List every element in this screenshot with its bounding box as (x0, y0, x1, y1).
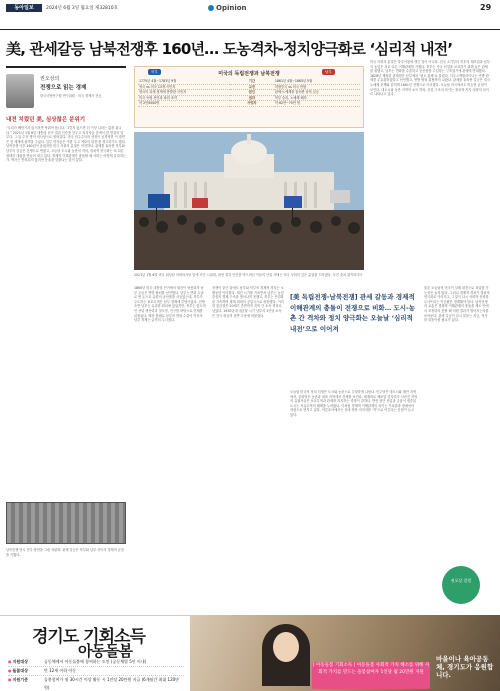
column-badge: 권오상 칼럼 (442, 566, 480, 604)
table-cell-right: 북부 승리, 노예제 폐지 (274, 95, 360, 101)
table-cell-left: 미국 독립 선언과 파리 조약 (138, 95, 230, 101)
ad-person-face (273, 632, 299, 662)
table-cell-mid: 결과 (230, 95, 274, 101)
ad-info-key: ● 지원대상 (8, 658, 44, 666)
infographic-title: 미국의 독립전쟁과 남북전쟁 (218, 71, 280, 77)
ad-title: 경기도 기회소득 (32, 627, 145, 647)
table-cell-left: 1775년 4월~1783년 9월 (138, 79, 230, 84)
ad-info-row (8, 658, 184, 667)
north-tag: 북부 (148, 69, 161, 75)
ad-subtitle: 아동돌봄 (78, 642, 132, 660)
photo-caption: 2021년 1월 6일 미국 워싱턴 의회의사당 앞에 모인 시위대. 대선 결과 인증을 막으려던 이들의 난입 사태는 미국 사회의 깊은 분열을 드러냈다. 사진 출처 위키피디아 (134, 273, 363, 277)
table-cell-right: 미합중국 vs 미국 연합 (274, 84, 360, 90)
column-subhead: 내전 치렀던 美, 심상찮은 분위기 (6, 117, 86, 123)
table-cell-mid: 사망자 (230, 101, 274, 107)
ad-banner[interactable]: [ 아동돌봄 기회소득 ] 아동돌봄 사회적 가치 해소를 위해 사회적 가치를 만드는 돌봄참여자 1인당 월 20만원 지원 (312, 662, 430, 689)
illustration-caption: 남북전쟁 당시 전투 장면을 그린 석판화. 관세 갈등은 북부와 남부 사이의 경제적 균열을 키웠다. (6, 548, 124, 557)
author-avatar (6, 74, 34, 108)
table-cell-mid: 교전 (230, 84, 274, 90)
section-label (208, 4, 247, 12)
ad-info-value: 돌봄참여가 월 30시간 이상 활동 시 1인당 20만원 지급 (6개월간 최대 120만원) (44, 677, 180, 690)
ad-info-row (8, 676, 184, 691)
headline: 美, 관세갈등 남북전쟁후 160년… 도농격차-정치양극화로 ‘심리적 내전’ (6, 40, 453, 58)
infographic-table (138, 79, 360, 107)
table-cell-right: 1861년 4월~1865년 5월 (274, 79, 360, 84)
author-role: 한국국방연구원 연구위원 · 미국 경제사 전공 (40, 94, 102, 98)
ad-info-value: 만 12세 이하 아동 (44, 668, 77, 673)
civil-war-illustration (6, 502, 126, 544)
ad-info-list (8, 658, 184, 691)
table-cell-left: 영국의 과세 정책에 반발한 식민지 (138, 90, 230, 96)
ad-info-value: 공동체에서 아동돌봄에 참여하는 도민 (공동체별 5인 이내) (44, 659, 147, 664)
table-row (138, 101, 360, 107)
south-tag: 남부 (322, 69, 335, 75)
ad-info-key: ● 지원기준 (8, 676, 44, 691)
table-cell-right: 약 62만~75만 명 (274, 101, 360, 107)
table-cell-right: 관세·노예제를 둘러싼 남북 갈등 (274, 90, 360, 96)
newspaper-logo[interactable]: 동아일보 (6, 4, 42, 12)
article-body-col-4: 물론 오늘날의 미국이 실제 내전으로 치달을 가능성은 높지 않다. 그러나 경제적 격차가 정치적 양극화로 이어지고, 그것이 다시 사회적 신뢰를 무너뜨리는 악순환은 경계해야 한다. 남북전쟁의 교훈은 경제적 이해관계의 충돌을 제도 안에서 조정하지 못할 때 어떤 결과가 벌어지는지를 보여준다. 관세 갈등이 다시 불붙는 지금, 역사를 되돌아볼 필요가 있다. (424, 286, 490, 323)
dateline: 2024년 6월 3일 월요일 제32810호 (46, 6, 118, 11)
ad-slogan: 마을이나 육아공동체, 경기도가 응원합니다. (436, 655, 494, 679)
right-column-body: 미국 사회의 분열은 하루아침에 생긴 것이 아니다. 건국 초기부터 북부의 제조업과 남부의 농업은 서로 다른 이해관계를 가졌다. 북부는 자국 산업을 보호하기 위해 높은 관세를 원했고, 남부는 면화를 수출하고 공산품을 수입하는 구조였기에 관세에 반대했다. 1828년 제정된 관세법은 남부에서 ‘혐오 관세’로 불렸다. 사우스캐롤라이나는 연방 관세를 무효화하겠다고 선언했고, 연방 탈퇴 위협까지 나왔다. 관세를 둘러싼 갈등은 결국 노예제 문제와 얽히며 1861년 전쟁으로 이어졌다. 오늘날 미국에서도 비슷한 균열이 보인다. 대도시와 농촌 지역의 소득 격차, 산업 구조의 차이는 정치적 지지 성향의 차이로 나타나고 있다. (370, 60, 490, 97)
column-title: 전쟁으로 읽는 경제 (40, 85, 87, 91)
page-number: 29 (480, 3, 492, 12)
author-name: 권오상의 (40, 76, 60, 82)
capitol-scene-illustration (134, 132, 364, 270)
ad-info-key: ● 돌봄대상 (8, 667, 44, 675)
article-body-col-1: 1860년 미국 대통령 선거에서 링컨이 당선되자 남부 주들은 연방 탈퇴를 선언했다. 남부는 면화 수출로 번 돈으로 유럽의 공산품을 사들였는데, 북부가 주도하는 보호무역은 남부 경제에 부담이었다. 전쟁 초반 남부는 유리한 위치에 있었지만, 북부는 압도적인 산업 생산력과 철도망, 인구를 바탕으로 전세를 뒤집었다. 해상 봉쇄로 남부의 면화 수출이 막히자 남부 경제는 급격히 무너졌다. (134, 286, 206, 323)
table-cell-mid: 기간 (230, 79, 274, 84)
ad-info-row (8, 667, 184, 676)
table-cell-left: 영국 vs 미국 13개 식민지 (138, 84, 230, 90)
table-cell-mid: 원인 (230, 90, 274, 96)
capitol-photo (134, 132, 364, 270)
pull-quote: [美 독립전쟁-남북전쟁] 관세 갈등과 경제적 이해관계의 충돌이 전쟁으로 비화… 도시-농촌 간 격차와 정치 양극화는 오늘날 ‘심리적 내전’으로 이어져 (290, 293, 415, 333)
article-body-col-3: 오늘날 미국의 정치 지형은 도시와 농촌으로 뚜렷하게 나뉜다. 민주당은 대도시와 해안 지역에서, 공화당은 농촌과 내륙 지역에서 강세를 보인다. 세계화로 제조업 일자리가 사라진 지역의 유권자들은 보호무역과 관세를 지지하는 경향이 강하다. 반면 첨단 산업과 금융이 집중된 도시는 자유무역의 혜택을 누려왔다. 이처럼 경제적 이해관계의 차이는 가치관과 정체성의 대립으로 번지고 있다. 여론조사에서는 상대 정당 지지자를 ‘적’으로 여긴다는 응답이 늘고 있다. (290, 390, 418, 417)
section-dot-icon (208, 5, 214, 11)
table-cell-left: 약 2만5000명 (138, 101, 230, 107)
column-body: “우리가 빼앗기지 않으려면 싸워야 합니다. 그렇지 않으면 더 이상 나라는 없을 겁니다.” 2021년 1월 6일 대통령 선거 결과 인증을 앞두고 지지자들 앞에서 한 연설의 일부다. 그 뒤 수천 명이 의사당으로 몰려갔다. 미국 민주주의의 상징이 공격당한 이 장면은 전 세계에 충격을 주었다. 일부 학자들은 이를 두고 ‘제2의 내전’을 경고하기도 했다. 남북전쟁 이후 160년이 흘렀지만 미국 사회의 분열은 여전하다. 관세를 둘러싼 북부와 남부의 갈등은 전쟁으로 번졌고, 오늘날 도시와 농촌의 격차, 정치적 양극화는 또 다른 형태의 대립을 만들어 내고 있다. 경제적 이해관계가 충돌할 때 사회는 어떻게 갈라지는가. 역사는 반복되지 않지만 운율을 맞춘다는 말이 있다. (6, 126, 126, 163)
article-body-col-2: 전쟁이 끝난 뒤에도 남부와 북부의 경제적 격차는 오랫동안 이어졌다. 재건 시기를 거치면서 남부는 농업 중심의 경제 구조를 벗어나지 못했고, 북부는 산업화를 가속하며 세계 최대의 공업국으로 성장했다. 이러한 불균형은 20세기 중반까지 지역 간 소득 격차로 남았다. 1930년대 대공황 시기 남부의 1인당 소득은 전국 평균의 절반 수준에 머물렀다. (212, 286, 284, 318)
section-name: Opinion (216, 4, 247, 12)
